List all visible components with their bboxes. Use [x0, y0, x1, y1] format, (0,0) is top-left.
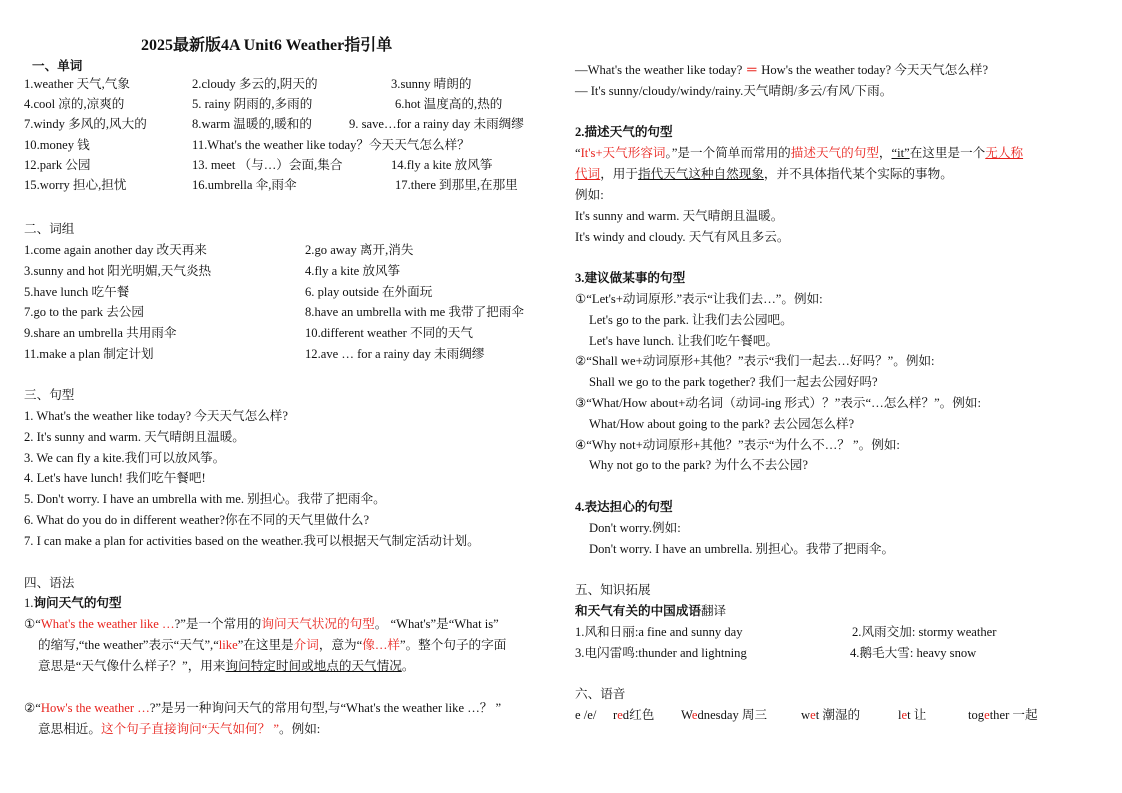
word-part: W	[681, 708, 692, 722]
sentence-item: 4. Let's have lunch! 我们吃午餐吧!	[24, 471, 206, 486]
text-run: ①“	[24, 617, 41, 631]
phrase-item: 12.ave … for a rainy day 未雨绸缪	[305, 347, 485, 361]
phonics-word	[681, 707, 767, 723]
s2-line2	[575, 166, 953, 182]
highlight-text: 像…样	[362, 638, 400, 652]
idiom-item: 2.风雨交加: stormy weather	[852, 625, 997, 639]
s3-rule: ③“What/How about+动名词（动词-ing 形式）？”表示“…怎么样？”。例如:	[575, 396, 981, 410]
s2-ex2: It's windy and cloudy. 天气有风且多云。	[575, 230, 790, 244]
phrase-item: 1.come again another day 改天再来	[24, 243, 207, 257]
text-run: ”在这里是	[237, 638, 294, 652]
vocab-item: 9. save…for a rainy day 未雨绸缪	[349, 117, 524, 132]
vocab-item: 4.cool 凉的,凉爽的	[24, 97, 125, 112]
sentences-heading: 三、句型	[24, 388, 75, 402]
vocab-item: 6.hot 温度高的,热的	[395, 97, 503, 112]
s3-example: Why not go to the park? 为什么不去公园?	[589, 458, 808, 473]
idiom-item: 4.鹅毛大雪: heavy snow	[850, 645, 977, 660]
s5-sub	[575, 603, 726, 619]
s2-line1	[575, 145, 1023, 161]
phrase-item: 11.make a plan 制定计划	[24, 347, 154, 361]
text-run: ”。整个句子的字面	[400, 638, 507, 652]
vocab-item: 12.park 公园	[24, 157, 91, 172]
word-part: dnesday 周三	[697, 708, 768, 722]
grammar-p1-line1	[24, 616, 499, 632]
phrase-item: 10.different weather 不同的天气	[305, 326, 473, 341]
s4-title: 4.表达担心的句型	[575, 500, 673, 514]
example-line-2: — It's sunny/cloudy/windy/rainy.天气晴朗/多云/有风/下雨。	[575, 84, 893, 98]
word-part: tog	[968, 708, 985, 722]
word-part: d红色	[622, 708, 655, 722]
text-run: 。 “What's”是“What is”	[374, 617, 499, 631]
phrase-item: 6. play outside 在外面玩	[305, 284, 433, 299]
word-part: ther 一起	[989, 708, 1038, 722]
text-run: 在这里是一个	[909, 146, 986, 160]
word-part: r	[613, 708, 618, 722]
s3-example: Let's go to the park. 让我们去公园吧。	[589, 312, 793, 327]
sentence-item: 1. What's the weather like today? 今天天气怎么样?	[24, 409, 288, 423]
phrase-item: 3.sunny and hot 阳光明媚,天气炎热	[24, 263, 212, 278]
idiom-item: 3.电闪雷鸣:thunder and lightning	[575, 645, 747, 660]
text-run: How's the weather today? 今天天气怎么样?	[758, 63, 989, 77]
grammar-p2-line2	[24, 721, 320, 737]
phrases-heading: 二、词组	[24, 222, 75, 236]
underlined-text: 指代天气这种自然现象	[637, 167, 764, 181]
sentence-item: 5. Don't worry. I have an umbrella with me. 别担心。我带了把雨伞。	[24, 492, 386, 507]
phonics-sound: e /e/	[575, 708, 597, 722]
text-run: ②“	[24, 701, 41, 715]
text-run: ，意为“	[318, 638, 363, 652]
vocab-item: 11.What's the weather like today？今天天气怎么样？	[192, 137, 470, 152]
highlight-text: It's+天气形容词	[580, 146, 666, 160]
s5-heading: 五、知识拓展	[575, 583, 651, 597]
underlined-text: 询问特定时间或地点的天气情况	[225, 659, 402, 673]
highlight-letter: e	[691, 708, 698, 722]
phrase-item: 5.have lunch 吃午餐	[24, 284, 130, 299]
highlight-letter: e	[901, 708, 908, 722]
example-line-1	[575, 62, 988, 78]
vocab-item: 5. rainy 阴雨的,多雨的	[192, 97, 313, 112]
s2-eg: 例如:	[575, 188, 604, 202]
text-run: ，	[878, 146, 892, 160]
grammar-p1-line2	[24, 637, 506, 653]
text-run: 和天气有关的中国成语	[575, 604, 701, 618]
highlight-text: 无人称	[985, 146, 1024, 160]
vocab-item: 7.windy 多风的,风大的	[24, 117, 147, 132]
vocab-item: 8.warm 温暖的,暖和的	[192, 117, 312, 132]
text-run: 。”是一个简单而常用的	[665, 146, 791, 160]
text-run: 意思相近。	[38, 722, 101, 736]
phonics-word	[613, 707, 654, 723]
page-title: 2025最新版4A Unit6 Weather指引单	[141, 37, 393, 54]
text-run: 意思是“天气像什么样子？”，用来	[38, 659, 226, 673]
vocab-item: 2.cloudy 多云的,阴天的	[192, 77, 318, 91]
text-run: 。	[401, 659, 415, 673]
s3-rule: ①“Let's+动词原形.”表示“让我们去…”。例如:	[575, 292, 823, 306]
highlight-text: What's the weather like …	[40, 617, 175, 631]
highlight-text: like	[218, 638, 238, 652]
s2-ex1: It's sunny and warm. 天气晴朗且温暖。	[575, 209, 784, 223]
s2-title: 2.描述天气的句型	[575, 125, 673, 139]
text-run: 翻译	[700, 604, 727, 618]
vocab-heading: 一、单词	[32, 59, 83, 73]
phonics-lead	[575, 707, 596, 723]
vocab-item: 16.umbrella 伞,雨伞	[192, 178, 297, 192]
phrase-item: 2.go away 离开,消失	[305, 243, 414, 257]
sentence-item: 3. We can fly a kite.我们可以放风筝。	[24, 450, 226, 465]
vocab-item: 1.weather 天气,气象	[24, 77, 130, 91]
highlight-text: How's the weather …	[40, 701, 150, 715]
grammar-sub1	[24, 595, 122, 611]
underlined-text: “it”	[891, 146, 910, 160]
highlight-letter: e	[617, 708, 623, 722]
phrase-item: 8.have an umbrella with me 我带了把雨伞	[305, 305, 524, 320]
vocab-item: 10.money 钱	[24, 137, 90, 152]
text-run: ，用于	[600, 167, 638, 181]
phrase-item: 4.fly a kite 放风筝	[305, 263, 401, 278]
text-run: ?”是一个常用的	[174, 617, 262, 631]
s4-line1: Don't worry.例如:	[589, 521, 681, 535]
grammar-p2-line1	[24, 700, 501, 716]
highlight-text: 这个句子直接询问“天气如何？ ”	[100, 722, 280, 736]
word-part: l	[898, 708, 902, 722]
grammar-sub1-num: 1.	[24, 596, 34, 610]
grammar-heading: 四、语法	[24, 576, 75, 590]
s3-rule: ④“Why not+动词原形+其他？”表示“为什么不…？ ”。例如:	[575, 437, 900, 452]
idiom-item: 1.风和日丽:a fine and sunny day	[575, 625, 743, 639]
grammar-p1-line3	[24, 658, 414, 674]
vocab-item: 14.fly a kite 放风筝	[391, 157, 493, 172]
text-run: —What's the weather like today?	[575, 63, 746, 77]
grammar-sub1-title: 询问天气的句型	[33, 596, 122, 610]
text-run: 。例如:	[279, 722, 321, 736]
word-part: w	[801, 708, 811, 722]
vocab-item: 3.sunny 晴朗的	[391, 77, 472, 91]
highlight-text: 描述天气的句型	[790, 146, 879, 160]
sentence-item: 6. What do you do in different weather?你在不同的天气里做什么?	[24, 513, 370, 527]
highlight-text: 代词	[575, 167, 601, 181]
highlight-letter: e	[984, 708, 990, 722]
s3-example: Let's have lunch. 让我们吃午餐吧。	[589, 333, 779, 348]
sentence-item: 2. It's sunny and warm. 天气晴朗且温暖。	[24, 429, 245, 444]
text-run: ，并不具体指代某个实际的事物。	[763, 167, 953, 181]
s3-example: What/How about going to the park? 去公园怎么样?	[589, 416, 855, 431]
s3-rule: ②“Shall we+动词原形+其他？”表示“我们一起去…好吗？”。例如:	[575, 354, 935, 369]
vocab-item: 17.there 到那里,在那里	[395, 178, 518, 192]
sentence-item: 7. I can make a plan for activities based on the weather.我可以根据天气制定活动计划。	[24, 533, 480, 548]
highlight-text: 介词	[293, 638, 319, 652]
vocab-item: 13. meet （与…）会面,集合	[192, 157, 343, 172]
s3-title: 3.建议做某事的句型	[575, 271, 686, 285]
text-run: 的缩写,“the weather”表示“天气”,“	[38, 638, 219, 652]
s4-line2: Don't worry. I have an umbrella. 别担心。我带了把雨伞。	[589, 542, 895, 556]
phonics-word	[968, 707, 1038, 723]
phonics-word	[801, 707, 860, 723]
highlight-letter: e	[810, 708, 816, 722]
word-part: t 潮湿的	[815, 708, 861, 722]
equals-sign: ＝	[745, 63, 759, 77]
phrase-item: 9.share an umbrella 共用雨伞	[24, 326, 177, 341]
s6-heading: 六、语音	[575, 687, 626, 701]
phrase-item: 7.go to the park 去公园	[24, 305, 144, 320]
highlight-text: 询问天气状况的句型	[261, 617, 375, 631]
word-part: t 让	[907, 708, 927, 722]
s3-example: Shall we go to the park together? 我们一起去公园好吗?	[589, 375, 878, 390]
text-run: ?”是另一种询问天气的常用句型,与“What's the weather like …？ ”	[149, 701, 502, 715]
phonics-word	[898, 707, 926, 723]
text-run: “	[575, 146, 581, 160]
vocab-item: 15.worry 担心,担忧	[24, 178, 127, 192]
